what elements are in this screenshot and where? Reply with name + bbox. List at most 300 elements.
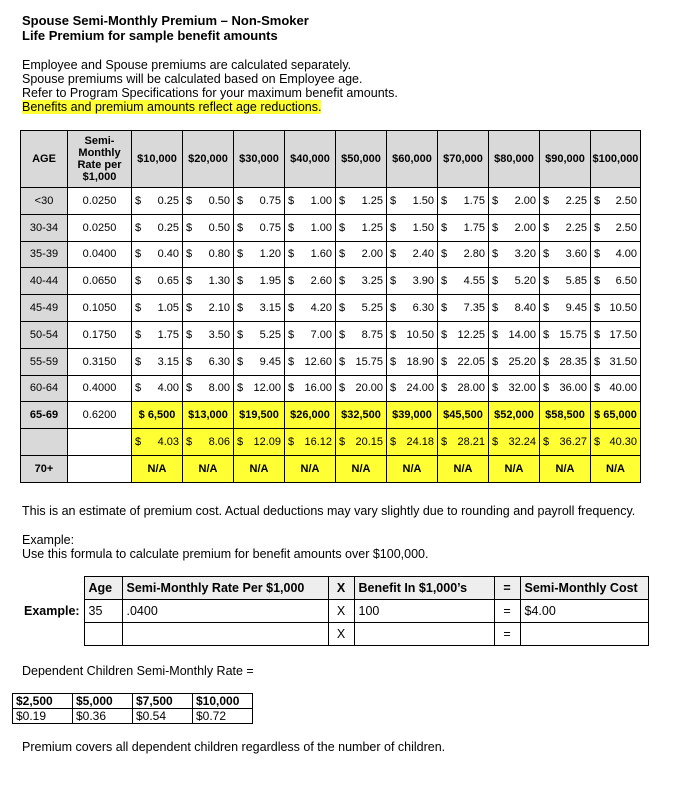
- premium-value: 20.00: [355, 382, 383, 395]
- premium-value: 10.50: [609, 302, 637, 315]
- table-row: [21, 241, 641, 268]
- premium-value: 1.25: [361, 221, 383, 234]
- formula-blank-eq: =: [494, 623, 520, 646]
- premium-cell: [132, 429, 183, 456]
- na-cell: N/A: [285, 455, 336, 482]
- premium-cell: [336, 214, 387, 241]
- currency-symbol: $: [339, 328, 346, 341]
- premium-cell: [132, 295, 183, 322]
- premium-value: 3.50: [208, 328, 230, 341]
- premium-value: 16.00: [304, 382, 332, 395]
- currency-symbol: $: [390, 382, 397, 395]
- premium-cell-content: [186, 195, 230, 207]
- premium-cell-content: [594, 382, 637, 394]
- premium-cell: [336, 188, 387, 215]
- premium-cell: [336, 295, 387, 322]
- table-row-70: [21, 455, 641, 482]
- na-cell: N/A: [438, 455, 489, 482]
- premium-value: 40.30: [609, 436, 637, 449]
- premium-cell: [438, 429, 489, 456]
- premium-value: 28.21: [457, 436, 485, 449]
- premium-value: 24.00: [406, 382, 434, 395]
- currency-symbol: $: [186, 382, 193, 395]
- premium-cell: [183, 429, 234, 456]
- formula-header-x: X: [328, 577, 354, 600]
- premium-cell-content: [339, 248, 383, 260]
- premium-value: 18.90: [406, 355, 434, 368]
- premium-cell: [591, 268, 641, 295]
- premium-cell-content: [441, 195, 485, 207]
- currency-symbol: $: [135, 355, 142, 368]
- premium-cell-content: [492, 275, 536, 287]
- rate-cell: 0.3150: [68, 348, 132, 375]
- age-cell: 35-39: [21, 241, 68, 268]
- premium-value: 15.75: [559, 328, 587, 341]
- currency-symbol: $: [237, 275, 244, 288]
- currency-symbol: $: [441, 302, 448, 315]
- premium-cell-content: [186, 436, 230, 448]
- na-cell: N/A: [591, 455, 641, 482]
- table-row: [21, 268, 641, 295]
- premium-cell-content: [441, 248, 485, 260]
- rate-cell: 0.0650: [68, 268, 132, 295]
- premium-cell-content: [237, 329, 281, 341]
- premium-value: 1.30: [208, 275, 230, 288]
- premium-cell: [234, 348, 285, 375]
- formula-example-row: [20, 600, 648, 623]
- currency-symbol: $: [492, 275, 499, 288]
- premium-cell-content: [186, 222, 230, 234]
- premium-value: 20.15: [355, 436, 383, 449]
- na-cell: N/A: [336, 455, 387, 482]
- premium-cell: [336, 321, 387, 348]
- premium-cell: [132, 241, 183, 268]
- premium-cell-content: [288, 382, 332, 394]
- premium-cell-content: [135, 382, 179, 394]
- premium-value: 7.35: [463, 302, 485, 315]
- premium-value: 17.50: [609, 328, 637, 341]
- premium-value: 1.95: [259, 275, 281, 288]
- formula-blank-cost: [520, 623, 648, 646]
- premium-cell-content: [594, 222, 637, 234]
- children-benefit-cell: $5,000: [73, 694, 133, 709]
- premium-value: 24.18: [406, 436, 434, 449]
- premium-cell-content: [543, 356, 587, 368]
- premium-cell: [285, 268, 336, 295]
- currency-symbol: $: [186, 221, 193, 234]
- premium-value: 3.15: [259, 302, 281, 315]
- premium-cell: [132, 348, 183, 375]
- currency-symbol: $: [135, 275, 142, 288]
- currency-symbol: $: [390, 221, 397, 234]
- premium-value: 22.05: [457, 355, 485, 368]
- premium-value: 5.20: [514, 275, 536, 288]
- table-row: [21, 321, 641, 348]
- premium-cell: [591, 188, 641, 215]
- premium-cell: [489, 268, 540, 295]
- premium-cell: [132, 214, 183, 241]
- premium-cell-content: [441, 275, 485, 287]
- premium-header-cell: $30,000: [234, 131, 285, 188]
- currency-symbol: $: [339, 194, 346, 207]
- currency-symbol: $: [339, 248, 346, 261]
- premium-header-cell: $60,000: [387, 131, 438, 188]
- premium-cell-content: [288, 222, 332, 234]
- currency-symbol: $: [390, 302, 397, 315]
- premium-header-cell: $20,000: [183, 131, 234, 188]
- premium-cell-content: [135, 436, 179, 448]
- premium-value: 15.75: [355, 355, 383, 368]
- currency-symbol: $: [441, 275, 448, 288]
- currency-symbol: $: [390, 355, 397, 368]
- premium-cell: [183, 188, 234, 215]
- reduced-benefit-cell: $45,500: [438, 402, 489, 429]
- premium-value: 12.60: [304, 355, 332, 368]
- premium-value: 40.00: [609, 382, 637, 395]
- premium-cell: [540, 188, 591, 215]
- premium-value: 3.60: [565, 248, 587, 261]
- currency-symbol: $: [237, 194, 244, 207]
- premium-cell: [591, 375, 641, 402]
- currency-symbol: $: [237, 302, 244, 315]
- premium-value: 1.75: [157, 328, 179, 341]
- page-subtitle: Life Premium for sample benefit amounts: [22, 28, 278, 43]
- rate-cell: 0.4000: [68, 375, 132, 402]
- children-benefit-cell: $7,500: [133, 694, 193, 709]
- age-cell: [21, 429, 68, 456]
- rate-cell: 0.1050: [68, 295, 132, 322]
- footer-note: Premium covers all dependent children regardless of the number of children.: [22, 740, 446, 754]
- formula-header-cost: Semi-Monthly Cost: [520, 577, 648, 600]
- currency-symbol: $: [441, 382, 448, 395]
- currency-symbol: $: [339, 382, 346, 395]
- premium-cell: [387, 295, 438, 322]
- currency-symbol: $: [441, 221, 448, 234]
- table-row: [21, 375, 641, 402]
- premium-cell-content: [543, 222, 587, 234]
- premium-cell: [438, 241, 489, 268]
- premium-value: 28.35: [559, 355, 587, 368]
- currency-symbol: $: [288, 194, 295, 207]
- premium-cell: [540, 241, 591, 268]
- premium-cell-content: [390, 248, 434, 260]
- premium-cell-content: [288, 302, 332, 314]
- premium-cell-content: [594, 436, 637, 448]
- premium-cell-content: [339, 302, 383, 314]
- premium-cell-content: [339, 222, 383, 234]
- premium-cell-content: [492, 248, 536, 260]
- premium-cell-content: [390, 195, 434, 207]
- premium-cell-content: [135, 302, 179, 314]
- currency-symbol: $: [543, 355, 550, 368]
- currency-symbol: $: [441, 328, 448, 341]
- formula-blank-row: [20, 623, 648, 646]
- premium-cell: [489, 348, 540, 375]
- premium-cell: [336, 348, 387, 375]
- premium-cell: [234, 375, 285, 402]
- premium-cell-content: [594, 302, 637, 314]
- premium-cell: [438, 321, 489, 348]
- formula-empty-cell: [20, 577, 84, 600]
- rate-cell: 0.0250: [68, 214, 132, 241]
- premium-cell-content: [186, 302, 230, 314]
- premium-cell-content: [441, 302, 485, 314]
- reduced-benefit-cell: $39,000: [387, 402, 438, 429]
- premium-cell: [285, 295, 336, 322]
- premium-cell: [387, 429, 438, 456]
- premium-cell-content: [135, 248, 179, 260]
- premium-cell-content: [441, 356, 485, 368]
- premium-value: 6.30: [412, 302, 434, 315]
- currency-symbol: $: [390, 436, 397, 449]
- premium-cell-content: [543, 382, 587, 394]
- currency-symbol: $: [492, 382, 499, 395]
- rate-cell: [68, 429, 132, 456]
- premium-cell-content: [594, 195, 637, 207]
- intro-line-4: [22, 100, 321, 115]
- premium-cell: [489, 214, 540, 241]
- premium-cell: [438, 375, 489, 402]
- premium-value: 4.20: [310, 302, 332, 315]
- premium-cell-content: [492, 382, 536, 394]
- premium-cell-content: [492, 195, 536, 207]
- premium-value: 5.25: [361, 302, 383, 315]
- currency-symbol: $: [237, 355, 244, 368]
- currency-symbol: $: [135, 221, 142, 234]
- premium-cell-content: [288, 436, 332, 448]
- premium-cell-content: [288, 356, 332, 368]
- table-row: [21, 214, 641, 241]
- premium-cell-content: [186, 382, 230, 394]
- premium-cell: [438, 295, 489, 322]
- currency-symbol: $: [135, 302, 142, 315]
- premium-cell: [285, 188, 336, 215]
- premium-value: 28.00: [457, 382, 485, 395]
- currency-symbol: $: [543, 302, 550, 315]
- premium-cell-content: [441, 436, 485, 448]
- currency-symbol: $: [135, 248, 142, 261]
- premium-header-cell: $70,000: [438, 131, 489, 188]
- premium-cell-content: [186, 275, 230, 287]
- premium-cell: [387, 348, 438, 375]
- table-row: [21, 295, 641, 322]
- currency-symbol: $: [135, 328, 142, 341]
- currency-symbol: $: [237, 382, 244, 395]
- premium-value: 2.25: [565, 194, 587, 207]
- currency-symbol: $: [237, 328, 244, 341]
- children-rate-cell: $0.54: [133, 709, 193, 724]
- formula-instruction: Use this formula to calculate premium for benefit amounts over $100,000.: [22, 547, 429, 561]
- premium-value: 4.03: [157, 436, 179, 449]
- premium-header-cell: $100,000: [591, 131, 641, 188]
- premium-value: 4.00: [157, 382, 179, 395]
- formula-header-age: Age: [84, 577, 122, 600]
- age-cell: <30: [21, 188, 68, 215]
- premium-cell: [234, 241, 285, 268]
- formula-header-row: [20, 577, 648, 600]
- reduced-benefit-cell: $52,000: [489, 402, 540, 429]
- currency-symbol: $: [186, 248, 193, 261]
- premium-header-cell: $10,000: [132, 131, 183, 188]
- premium-value: 0.50: [208, 194, 230, 207]
- currency-symbol: $: [543, 382, 550, 395]
- currency-symbol: $: [543, 328, 550, 341]
- premium-cell: [285, 214, 336, 241]
- currency-symbol: $: [186, 328, 193, 341]
- table-row-65-premiums: [21, 429, 641, 456]
- formula-header-rate: Semi-Monthly Rate Per $1,000: [122, 577, 328, 600]
- premium-cell-content: [186, 356, 230, 368]
- premium-cell-content: [288, 248, 332, 260]
- currency-symbol: $: [594, 302, 601, 315]
- children-benefit-cell: $10,000: [193, 694, 253, 709]
- highlighted-text: Benefits and premium amounts reflect age reductions.: [22, 100, 322, 114]
- age-cell: 50-54: [21, 321, 68, 348]
- formula-empty-cell: [20, 623, 84, 646]
- premium-cell: [285, 348, 336, 375]
- premium-value: 2.60: [310, 275, 332, 288]
- formula-blank-rate: [122, 623, 328, 646]
- premium-cell-content: [594, 248, 637, 260]
- age-cell: 55-59: [21, 348, 68, 375]
- premium-value: 6.30: [208, 355, 230, 368]
- premium-value: 12.25: [457, 328, 485, 341]
- rate-cell: 0.0250: [68, 188, 132, 215]
- formula-blank-benefit: [354, 623, 494, 646]
- premium-value: 3.25: [361, 275, 383, 288]
- premium-header-cell: Semi-Monthly Rate per $1,000: [68, 131, 132, 188]
- premium-cell: [234, 214, 285, 241]
- reduced-benefit-cell: $26,000: [285, 402, 336, 429]
- reduced-benefit-cell: $19,500: [234, 402, 285, 429]
- currency-symbol: $: [594, 382, 601, 395]
- premium-cell: [387, 241, 438, 268]
- premium-value: 1.05: [157, 302, 179, 315]
- premium-header-cell: $50,000: [336, 131, 387, 188]
- premium-cell: [540, 295, 591, 322]
- premium-cell: [591, 429, 641, 456]
- premium-cell-content: [237, 356, 281, 368]
- premium-cell-content: [594, 275, 637, 287]
- currency-symbol: $: [186, 275, 193, 288]
- currency-symbol: $: [339, 275, 346, 288]
- currency-symbol: $: [441, 248, 448, 261]
- premium-cell-content: [390, 222, 434, 234]
- premium-cell-content: [543, 329, 587, 341]
- premium-cell: [387, 214, 438, 241]
- currency-symbol: $: [492, 221, 499, 234]
- premium-cell: [489, 188, 540, 215]
- premium-value: 36.00: [559, 382, 587, 395]
- premium-cell: [387, 321, 438, 348]
- premium-cell-content: [186, 329, 230, 341]
- premium-cell-content: [594, 329, 637, 341]
- currency-symbol: $: [441, 355, 448, 368]
- currency-symbol: $: [492, 436, 499, 449]
- premium-cell-content: [237, 248, 281, 260]
- currency-symbol: $: [288, 221, 295, 234]
- premium-cell: [540, 214, 591, 241]
- premium-cell: [336, 241, 387, 268]
- premium-value: 2.00: [514, 221, 536, 234]
- premium-cell: [183, 241, 234, 268]
- estimate-note: This is an estimate of premium cost. Actual deductions may vary slightly due to rounding and payroll frequency.: [22, 504, 636, 518]
- currency-symbol: $: [492, 194, 499, 207]
- age-cell: 60-64: [21, 375, 68, 402]
- premium-cell-content: [441, 382, 485, 394]
- currency-symbol: $: [237, 436, 244, 449]
- premium-cell-content: [543, 248, 587, 260]
- premium-value: 0.50: [208, 221, 230, 234]
- premium-cell: [234, 429, 285, 456]
- currency-symbol: $: [135, 194, 142, 207]
- premium-value: 1.50: [412, 221, 434, 234]
- premium-value: 2.10: [208, 302, 230, 315]
- premium-cell-content: [390, 302, 434, 314]
- premium-value: 3.15: [157, 355, 179, 368]
- premium-cell: [438, 214, 489, 241]
- premium-cell-content: [543, 275, 587, 287]
- table-row-65-benefits: [21, 402, 641, 429]
- premium-value: 2.00: [514, 194, 536, 207]
- premium-cell: [183, 268, 234, 295]
- currency-symbol: $: [492, 355, 499, 368]
- currency-symbol: $: [135, 436, 142, 449]
- premium-cell: [489, 429, 540, 456]
- premium-value: 1.20: [259, 248, 281, 261]
- reduced-benefit-cell: $13,000: [183, 402, 234, 429]
- table-row: [21, 348, 641, 375]
- formula-example-age: 35: [84, 600, 122, 623]
- premium-value: 0.80: [208, 248, 230, 261]
- premium-cell: [183, 321, 234, 348]
- currency-symbol: $: [390, 328, 397, 341]
- age-cell: 45-49: [21, 295, 68, 322]
- currency-symbol: $: [594, 194, 601, 207]
- premium-cell-content: [237, 436, 281, 448]
- currency-symbol: $: [492, 328, 499, 341]
- premium-cell-content: [390, 382, 434, 394]
- formula-example-benefit: 100: [354, 600, 494, 623]
- premium-value: 8.75: [361, 328, 383, 341]
- currency-symbol: $: [339, 355, 346, 368]
- premium-cell: [336, 429, 387, 456]
- example-label: Example:: [22, 533, 75, 547]
- premium-cell: [540, 321, 591, 348]
- page-title: Spouse Semi-Monthly Premium – Non-Smoker: [22, 13, 309, 28]
- currency-symbol: $: [441, 194, 448, 207]
- premium-cell: [387, 268, 438, 295]
- premium-cell-content: [390, 329, 434, 341]
- rate-cell: 0.6200: [68, 402, 132, 429]
- currency-symbol: $: [288, 382, 295, 395]
- premium-value: 2.40: [412, 248, 434, 261]
- premium-cell: [183, 295, 234, 322]
- premium-cell-content: [492, 222, 536, 234]
- formula-example-cost: $4.00: [520, 600, 648, 623]
- currency-symbol: $: [543, 194, 550, 207]
- premium-cell-content: [390, 356, 434, 368]
- premium-value: 12.00: [253, 382, 281, 395]
- premium-header-cell: $90,000: [540, 131, 591, 188]
- intro-line-1: Employee and Spouse premiums are calculated separately.: [22, 58, 352, 72]
- age-cell: 40-44: [21, 268, 68, 295]
- premium-cell: [438, 348, 489, 375]
- formula-header-eq: =: [494, 577, 520, 600]
- premium-cell: [234, 268, 285, 295]
- premium-cell: [234, 188, 285, 215]
- currency-symbol: $: [594, 328, 601, 341]
